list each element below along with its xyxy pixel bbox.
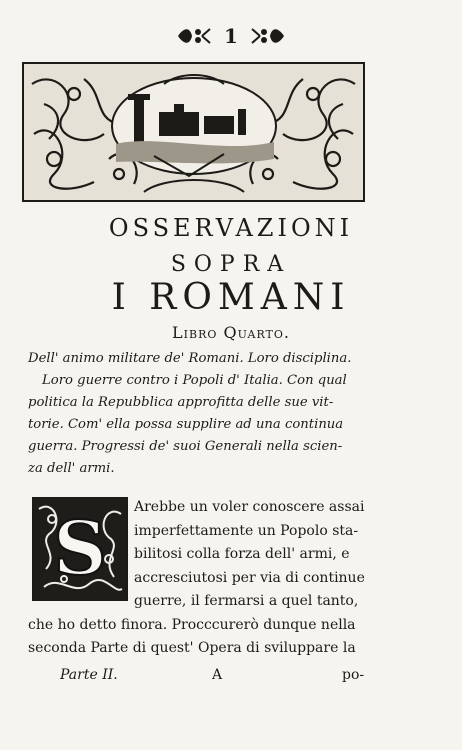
body-line: imperfettamente un Popolo sta- [134, 522, 359, 539]
body-line: bilitosi colla forza dell' armi, e [134, 546, 350, 562]
page-number: 1 [224, 23, 238, 48]
title-line-1: OSSERVAZIONI [108, 214, 354, 242]
signature-mark: A [212, 667, 223, 683]
catchword: po- [342, 667, 365, 683]
part-label: Parte II. [60, 667, 118, 683]
title-line-2: SOPRA [170, 252, 292, 277]
chapter-summary [28, 348, 378, 480]
summary-line: Dell' animo militare de' Romani. Loro disciplina. [28, 351, 352, 366]
page-footer [60, 665, 365, 685]
body-line: seconda Parte di quest' Opera di sviluppare la [28, 640, 356, 656]
body-line: accresciutosi per via di continue [134, 569, 365, 586]
summary-line: guerra. Progressi de' suoi Generali nella scien- [28, 439, 343, 454]
page-number-header [0, 22, 462, 48]
body-line: che ho detto finora. Procccurerò dunque nella [28, 616, 356, 633]
body-line: Arebbe un voler conoscere assai [134, 499, 365, 515]
fleuron-right-icon [250, 25, 286, 47]
title-line-3: I ROMANI [111, 277, 351, 318]
summary-line: torie. Com' ella possa supplire ad una continua [28, 417, 344, 432]
fleuron-left-icon [176, 25, 212, 47]
body-line: guerre, il fermarsi a quel tanto, [134, 593, 359, 609]
drop-cap-letter: S [53, 506, 107, 592]
book-heading: Libro Quarto. [172, 323, 290, 342]
engraved-headpiece-image [22, 62, 365, 202]
body-text [28, 496, 378, 661]
summary-line: Loro guerre contro i Popoli d' Italia. Con qual [42, 373, 347, 388]
summary-line: za dell' armi. [28, 461, 115, 476]
summary-line: politica la Repubblica approfitta delle sue vit- [28, 395, 334, 410]
